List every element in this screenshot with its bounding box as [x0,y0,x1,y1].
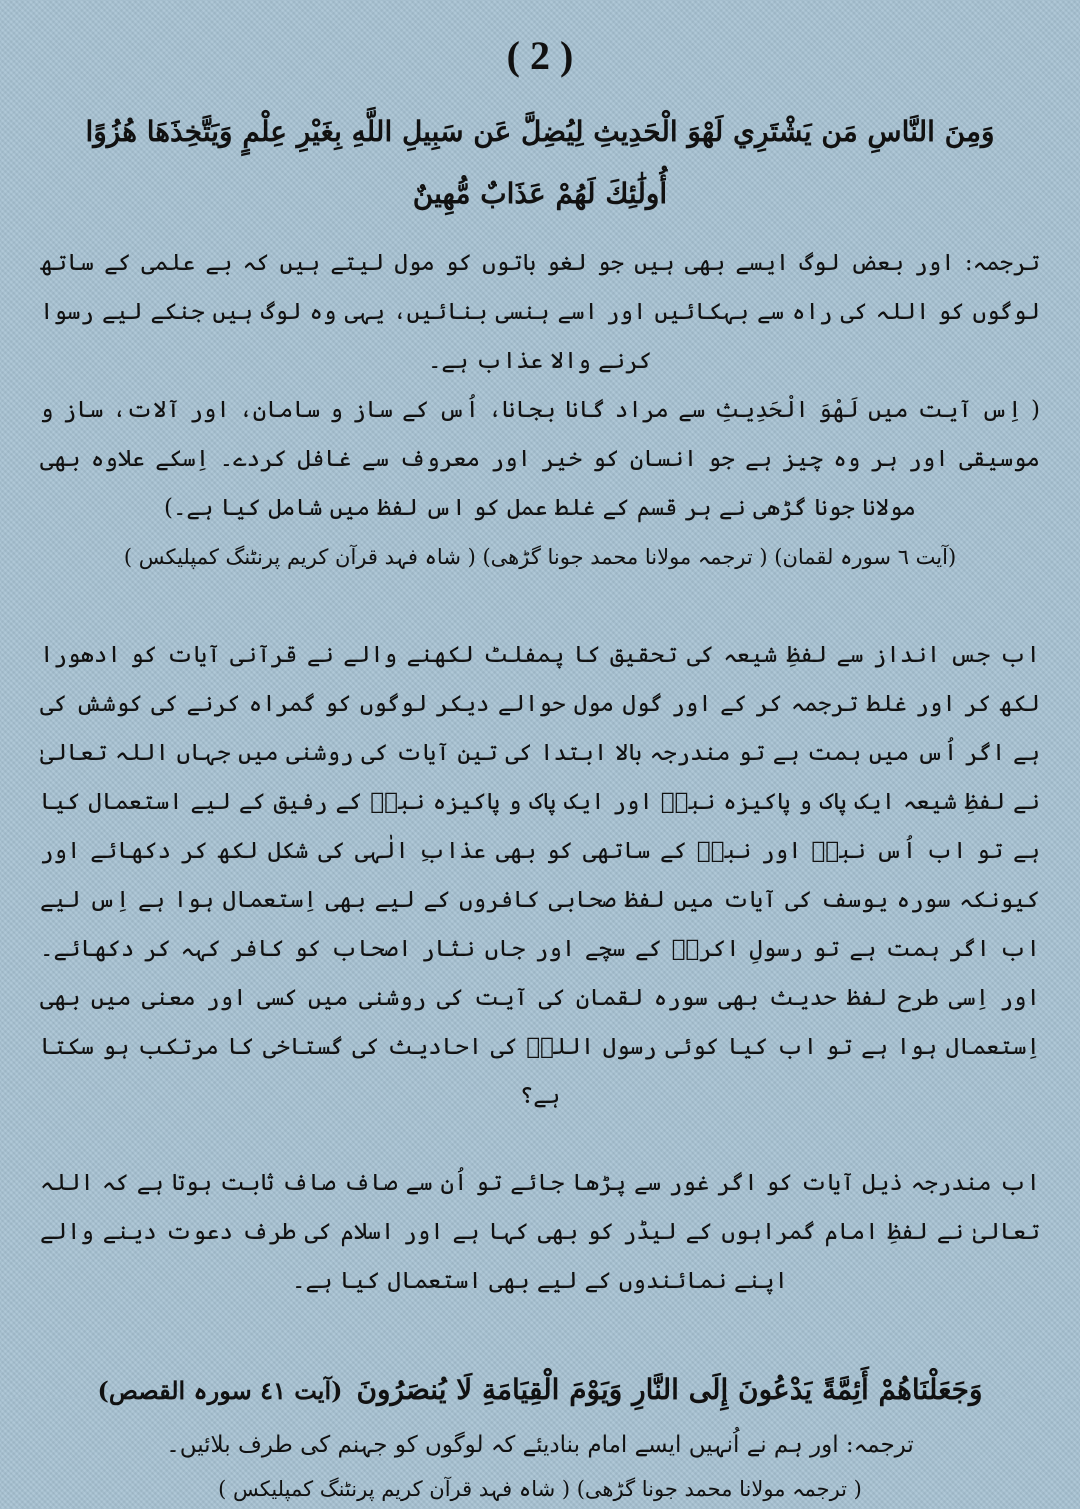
paragraph-1: اب جس انداز سے لفظِ شیعہ کی تحقیق کا پمفلٹ لکھنے والے نے قرآنی آیات کو ادھورا لکھ کر اور غلط ترجمہ کر کے اور گول مول حوالے دیکر لوگوں کو گمراہ کرنے کی کوشش کی ہے اگر اُس میں ہمت ہے تو مندرجہ بالا ابتدا کی تین آیات کی روشنی میں جہاں اللہ تعالیٰ نے لفظِ شیعہ ایک پاک و پاکیزہ نبیؑ اور ایک پاک و پاکیزہ نبیؑ کے رفیق کے لیے استعمال کیا ہے تو اب اُس نبیؑ اور نبیؑ کے ساتھی کو بھی عذابِ الٰہی کی شکل لکھ کر دکھائے اور کیونکہ سورہ یوسف کی آیات میں لفظ صحابی کافروں کے لیے بھی اِستعمال ہوا ہے اِس لیے اب اگر ہمت ہے تو رسولِ اکرمؐ کے سچے اور جاں نثار اصحاب کو کافر کہہ کر دکھائے۔ اور اِسی طرح لفظ حدیث بھی سورہ لقمان کی آیت کی روشنی میں کسی اور معنی میں بھی اِستعمال ہوا ہے تو اب کیا کوئی رسول اللہؐ کی احادیث کی گستاخی کا مرتکب ہو سکتا ہے؟ [40,642,1040,1109]
paragraph-2: اب مندرجہ ذیل آیات کو اگر غور سے پڑھا جائے تو اُن سے صاف صاف ثابت ہوتا ہے کہ اللہ تعالیٰ نے لفظِ امام گمراہوں کے لیڈر کو بھی کہا ہے اور اسلام کی طرف دعوت دینے والے اپنے نمائندوں کے لیے بھی استعمال کیا ہے۔ [40,1170,1040,1294]
verse-2: وَجَعَلْنَاهُمْ أَئِمَّةً يَدْعُونَ إِلَى النَّارِ وَيَوْمَ الْقِيَامَةِ لَا يُنصَرُونَ [356,1373,983,1406]
translation-2: ترجمہ: اور ہم نے اُنہیں ایسے امام بنادیئے کہ لوگوں کو جہنم کی طرف بلائیں۔ [166,1432,914,1458]
verse-1-line-2: أُولَٰئِكَ لَهُمْ عَذَابٌ مُّهِينٌ [412,177,668,210]
translation-1: ترجمہ: اور بعض لوگ ایسے بھی ہیں جو لغو باتوں کو مول لیتے ہیں کہ بے علمی کے ساتھ لوگوں کو اللہ کی راہ سے بہکائیں اور اسے ہنسی بنائیں، یہی وہ لوگ ہیں جنکے لیے رسوا کرنے والا عذاب ہے۔ [40,250,1040,374]
verse-2-row [40,1360,1040,1421]
page-number: ( 2 ) [506,33,574,78]
reference-2: ( ترجمہ مولانا محمد جونا گڑھی) ( شاہ فہد قرآن کریم پرنٹنگ کمپلیکس ) [218,1477,862,1501]
verse-1-line-1: وَمِنَ النَّاسِ مَن يَشْتَرِي لَهْوَ الْحَدِيثِ لِيُضِلَّ عَن سَبِيلِ اللَّهِ بِغَيْرِ عِلْمٍ وَيَتَّخِذَهَا هُزُوًا [85,115,995,148]
explanation: ( اِس آیت میں لَهْوَ الْحَدِيثِ سے مراد گانا بجانا، اُس کے ساز و سامان، اور آلات، ساز و موسیقی اور ہر وہ چیز ہے جو انسان کو خیر اور معروف سے غافل کردے۔ اِسکے علاوہ بھی مولانا جونا گڑھی نے ہر قسم کے غلط عمل کو اس لفظ میں شامل کیا ہے۔) [40,397,1040,521]
reference-1: (آیت ٦ سورہ لقمان) ( ترجمہ مولانا محمد جونا گڑھی) ( شاہ فہد قرآن کریم پرنٹنگ کمپلیکس ) [123,545,957,569]
verse-2-reference: (آیت ٤١ سورہ القصص) [97,1376,343,1405]
page [40,28,1040,1501]
